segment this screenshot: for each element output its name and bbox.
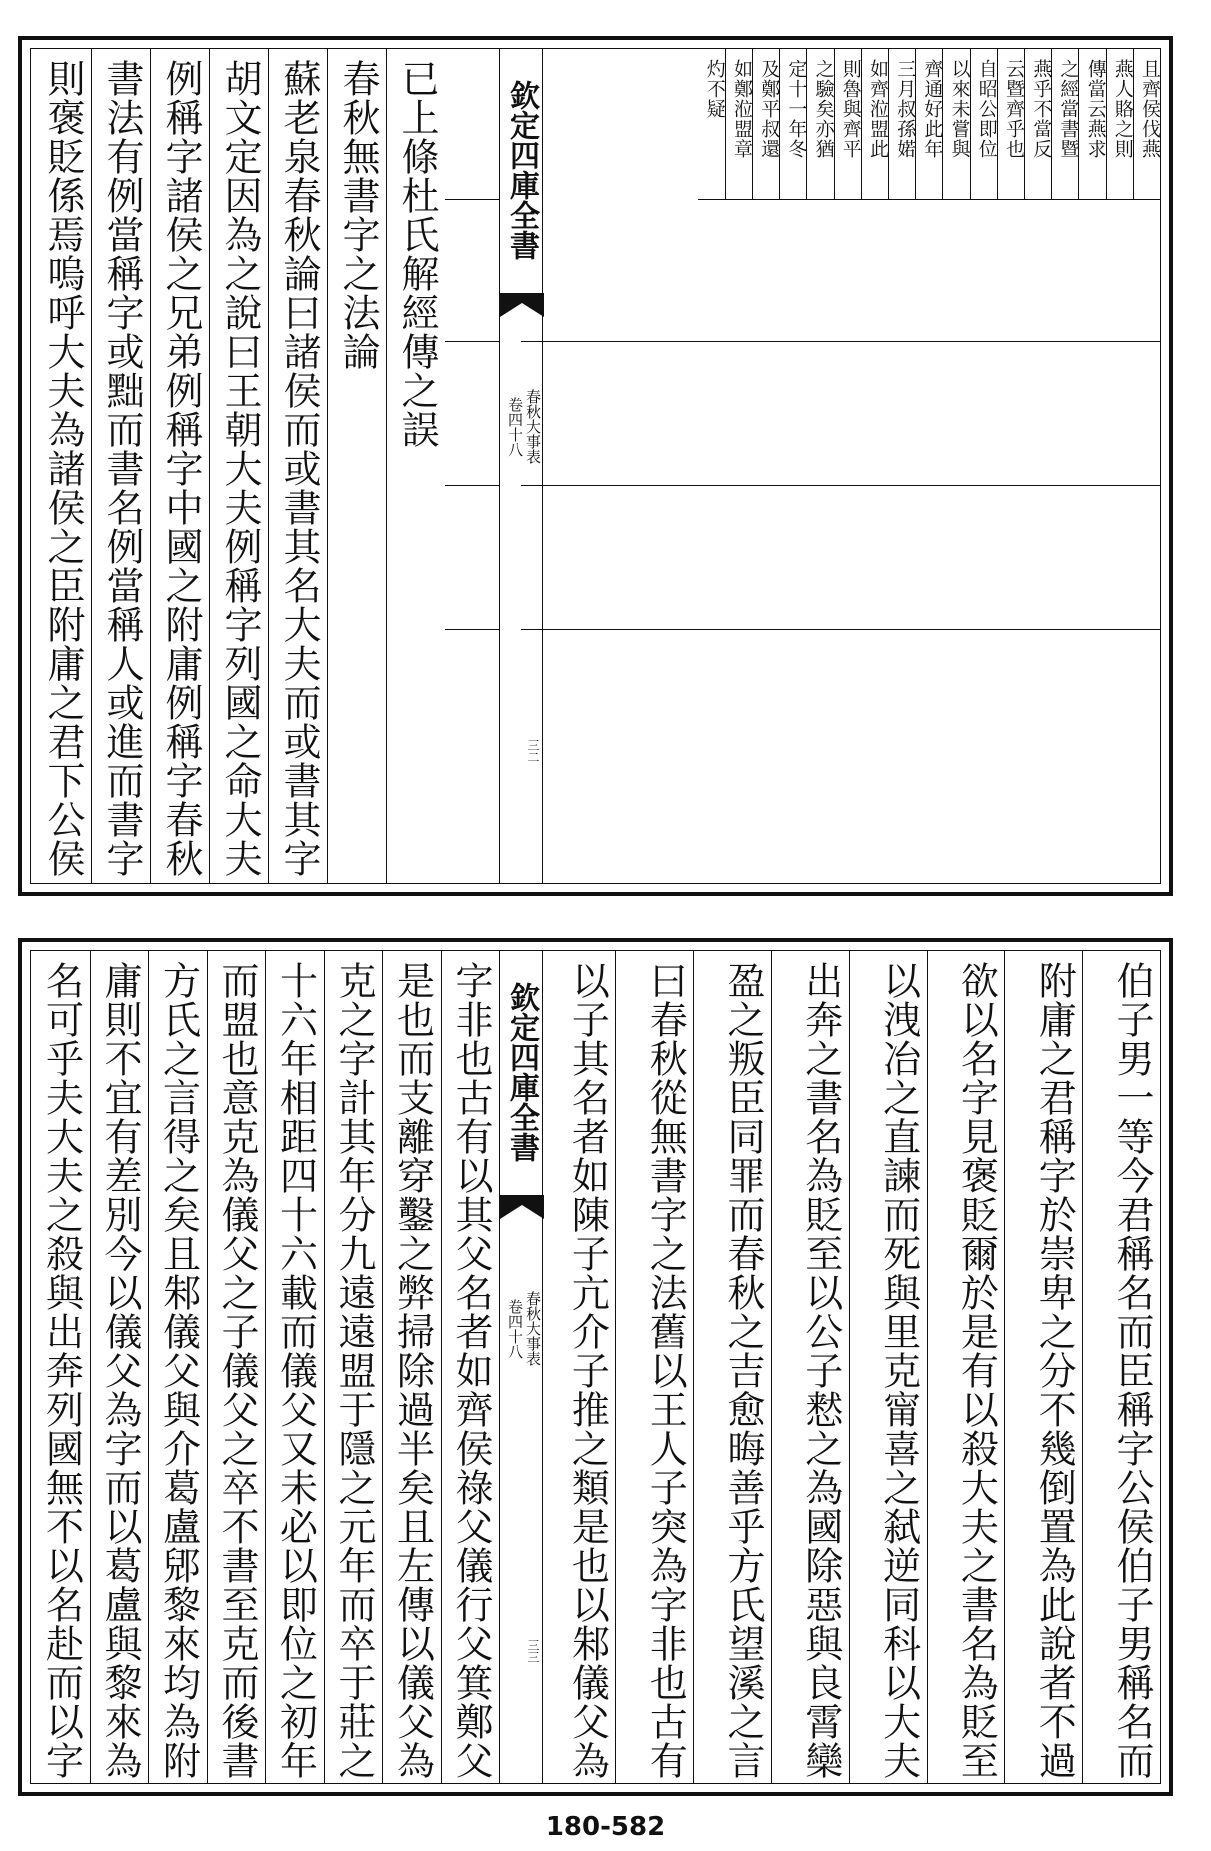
text-column [386, 49, 445, 883]
text-line: 且齊侯伐燕 [1138, 59, 1161, 159]
text-column [1133, 49, 1160, 199]
text-line: 欲以名字見褒貶爾於是有以殺大夫之書名為貶至 [954, 961, 999, 1780]
text-line: 則魯與齊平 [839, 59, 862, 159]
text-line: 方氏之言得之矣且邾儀父與介葛盧郳黎來均為附 [156, 961, 201, 1780]
rule-line [521, 485, 1160, 486]
text-column [1004, 951, 1082, 1783]
text-line: 則褒貶係焉嗚呼大夫為諸侯之臣附庸之君下公侯 [41, 59, 85, 878]
text-column [32, 49, 91, 883]
text-column [771, 951, 849, 1783]
text-column [268, 49, 327, 883]
text-line: 已上條杜氏解經傳之誤 [395, 59, 439, 449]
text-column [1024, 49, 1051, 199]
bottom-page [18, 938, 1173, 1796]
text-line: 附庸之君稱字於崇卑之分不幾倒置為此說者不過 [1032, 961, 1077, 1780]
text-column [91, 49, 150, 883]
text-line: 自昭公即位 [975, 59, 998, 159]
text-line: 名可乎夫大夫之殺與出奔列國無不以名赴而以字 [39, 961, 84, 1780]
gutter-page-number: 三三 [526, 1639, 540, 1663]
text-line: 傳當云燕求 [1084, 59, 1107, 159]
center-gutter [499, 951, 543, 1783]
rule-line [445, 629, 499, 630]
bottom-right-text [543, 951, 1160, 1783]
text-line: 庸則不宜有差別今以儀父為字而以葛盧與黎來為 [98, 961, 142, 1780]
text-column [725, 49, 752, 199]
text-line: 三月叔孫婼 [894, 59, 917, 159]
text-line: 曰春秋從無書字之法舊以王人子突為字非也古有 [643, 961, 688, 1780]
text-line: 春秋無書字之法論 [336, 59, 380, 371]
text-line: 胡文定因為之說曰王朝大夫例稱字列國之命大夫 [218, 59, 262, 878]
text-column [441, 951, 500, 1783]
center-gutter [499, 49, 543, 883]
text-line: 齊通好此年 [921, 59, 944, 159]
text-column [1078, 49, 1105, 199]
gutter-title: 欽定四庫全書 [504, 80, 539, 260]
text-line: 字非也古有以其父名者如齊侯祿父儀行父箕鄭父 [449, 961, 493, 1780]
text-column [915, 49, 942, 199]
text-line: 十六年相距四十六載而儀父又未必以即位之初年 [273, 961, 318, 1780]
text-line: 以子其名者如陳子亢介子推之類是也以邾儀父為 [565, 961, 610, 1780]
text-column [382, 951, 441, 1783]
text-column [693, 951, 771, 1783]
text-column [1082, 951, 1160, 1783]
rule-line [445, 485, 499, 486]
text-column [324, 951, 383, 1783]
text-column [834, 49, 861, 199]
gutter-title: 欽定四庫全書 [504, 982, 539, 1162]
text-line: 伯子男一等今君稱名而臣稱字公侯伯子男稱名而 [1109, 961, 1154, 1780]
gutter-page-number: 三二 [526, 739, 540, 763]
notes-block [698, 49, 1160, 200]
text-line: 而盟也意克為儀父之子儀父之卒不書至克而後書 [215, 961, 259, 1780]
text-column [615, 951, 693, 1783]
text-column [327, 49, 386, 883]
rule-line [521, 341, 1160, 342]
text-line: 燕乎不當反 [1030, 59, 1053, 159]
bottom-page-frame [30, 950, 1161, 1784]
text-column [997, 49, 1024, 199]
text-line: 盈之叛臣同罪而春秋之吉愈晦善乎方氏望溪之言 [720, 961, 765, 1780]
text-column [150, 49, 209, 883]
text-line: 燕人賂之則 [1111, 59, 1134, 159]
text-line: 書法有例當稱字或黜而書名例當稱人或進而書字 [100, 59, 144, 878]
text-line: 如齊涖盟此 [866, 59, 889, 159]
bottom-left-text [31, 951, 499, 1783]
text-column [265, 951, 324, 1783]
fish-tail-icon [500, 293, 544, 317]
top-page [18, 36, 1173, 896]
text-column [209, 49, 268, 883]
text-column [90, 951, 149, 1783]
text-column [31, 951, 90, 1783]
top-page-frame [30, 48, 1161, 884]
text-column [927, 951, 1005, 1783]
page-footer-number: 180-582 [545, 1812, 666, 1842]
text-column [752, 49, 779, 199]
notes-columns [698, 49, 1160, 199]
text-column [779, 49, 806, 199]
gutter-book-name: 春秋大事表 卷四十八 [506, 389, 542, 464]
gutter-book-name: 春秋大事表 卷四十八 [506, 1291, 542, 1366]
text-line: 例稱字諸侯之兄弟例稱字中國之附庸例稱字春秋 [159, 59, 203, 878]
text-line: 出奔之書名為貶至以公子慭之為國除惡與良霄欒 [798, 961, 843, 1780]
text-line: 蘇老泉春秋論曰諸侯而或書其名大夫而或書其字 [277, 59, 321, 878]
text-column [698, 49, 725, 199]
text-column [942, 49, 969, 199]
text-column [538, 951, 616, 1783]
text-column [1051, 49, 1078, 199]
text-line: 是也而支離穿鑿之弊掃除過半矣且左傳以儀父為 [390, 961, 435, 1780]
text-line: 云暨齊乎也 [1002, 59, 1025, 159]
text-line: 定十一年冬 [785, 59, 808, 159]
text-column [861, 49, 888, 199]
text-line: 以來未嘗與 [948, 59, 971, 159]
rule-line [445, 199, 499, 200]
text-line: 灼不疑 [703, 59, 726, 119]
rule-line [445, 341, 499, 342]
text-column [849, 951, 927, 1783]
text-line: 以洩冶之直諫而死與里克甯喜之弑逆同科以大夫 [876, 961, 921, 1780]
text-column [148, 951, 207, 1783]
text-column [970, 49, 997, 199]
text-column [207, 951, 266, 1783]
text-column [806, 49, 833, 199]
text-column [1106, 49, 1133, 199]
text-line: 及鄭平叔還 [758, 59, 781, 159]
text-line: 如鄭涖盟章 [730, 59, 753, 159]
text-column [888, 49, 915, 199]
top-main-text [31, 49, 445, 883]
text-line: 之驗矣亦猶 [812, 59, 835, 159]
text-line: 之經當書暨 [1057, 59, 1080, 159]
text-line: 克之字計其年分九遠遠盟于隱之元年而卒于莊之 [332, 961, 376, 1780]
rule-line [521, 629, 1160, 630]
